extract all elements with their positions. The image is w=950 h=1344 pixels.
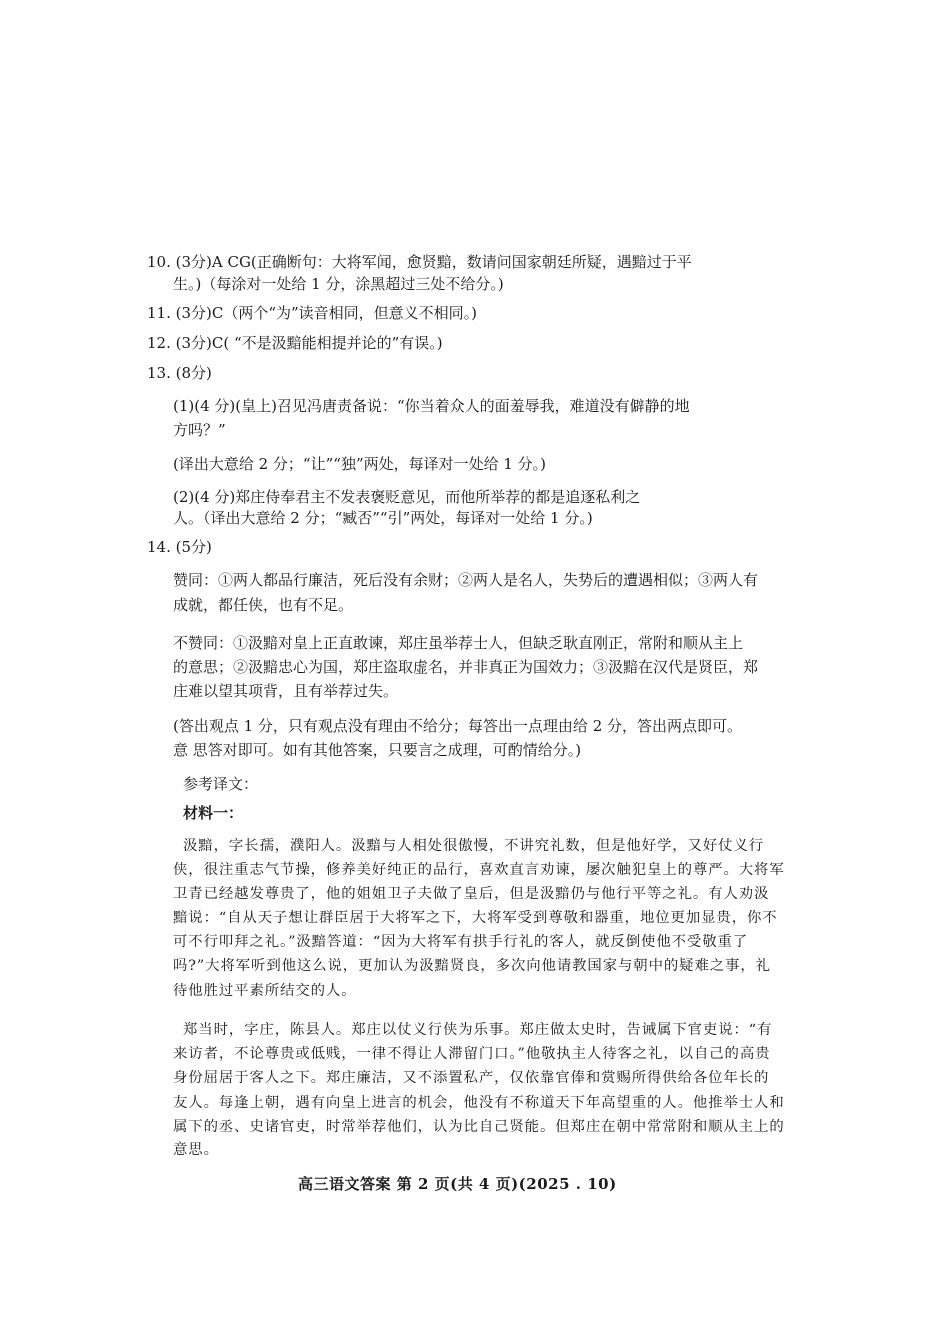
material-one-line: 可不行叩拜之礼。”汲黯答道：“因为大将军有拱手行礼的客人，就反倒使他不受敬重了 xyxy=(173,934,749,950)
material-one-line: 黯说：“自从天子想让群臣居于大将军之下，大将军受到尊敬和器重，地位更加显贵，你不 xyxy=(173,910,778,926)
material-one-title: 材料一： xyxy=(183,804,244,822)
q14-disagree-line-3: 庄难以望其项背，且有举荐过失。 xyxy=(173,682,399,700)
material-two-line: 来访者，不论尊贵或低贱，一律不得让人滞留门口。”他敬执主人待客之礼，以自己的高贵 xyxy=(173,1046,771,1062)
material-one-line: 卫青已经越发尊贵了，他的姐姐卫子夫做了皇后，但是汲黯仍与他行平等之礼。有人劝汲 xyxy=(173,886,770,902)
material-one-line: 汲黯，字长孺，濮阳人。汲黯与人相处很傲慢，不讲究礼数，但是他好学，又好仗义行 xyxy=(183,838,765,854)
material-two-line: 郑当时，字庄，陈县人。郑庄以仗义行侠为乐事。郑庄做太史时，告诫属下官吏说：“有 xyxy=(183,1022,773,1038)
q14-agree-line-1: 赞同：①两人都品行廉洁，死后没有余财；②两人是名人，失势后的遭遇相似；③两人有 xyxy=(173,571,759,589)
material-two-line: 属下的丞、史诸官吏，时常举荐他们，认为比自己贤能。但郑庄在朝中常常附和顺从主上的 xyxy=(173,1119,785,1135)
translation-heading: 参考译文： xyxy=(183,775,259,793)
q13-part1-line-1: (1)(4 分)(皇上)召见冯唐责备说：“你当着众人的面羞辱我，难道没有僻静的地 xyxy=(173,397,690,415)
q10-line-1: 10. (3分)A CG(正确断句：大将军闻，愈贤黯，数请问国家朝廷所疑，遇黯过于平 xyxy=(147,253,692,271)
material-one-line: 侠，很注重志气节操，修养美好纯正的品行，喜欢直言劝谏，屡次触犯皇上的尊严。大将军 xyxy=(173,862,785,878)
q14-disagree-line-1: 不赞同：①汲黯对皇上正直敢谏，郑庄虽举荐士人，但缺乏耿直刚正，常附和顺从主上 xyxy=(173,634,744,652)
q14-note-line-1: (答出观点 1 分，只有观点没有理由不给分；每答出一点理由给 2 分，答出两点即可。 xyxy=(173,717,743,735)
material-two-line: 身份屈居于客人之下。郑庄廉洁，又不添置私产，仅依靠官俸和赏赐所得供给各位年长的 xyxy=(173,1070,770,1086)
material-one-line: 吗?”大将军听到他这么说，更加认为汲黯贤良，多次向他请教国家与朝中的疑难之事，礼 xyxy=(173,958,771,974)
material-two-line: 意思。 xyxy=(173,1142,219,1158)
q13-header: 13. (8分) xyxy=(147,364,212,382)
q13-part1-note: (译出大意给 2 分；“让”“独”两处，每译对一处给 1 分。) xyxy=(173,455,547,473)
q14-disagree-line-2: 的意思；②汲黯忠心为国，郑庄盗取虚名，并非真正为国效力；③汲黯在汉代是贤臣，郑 xyxy=(173,658,759,676)
q13-part2-line-1: (2)(4 分)郑庄侍奉君主不发表褒贬意见，而他所举荐的都是追逐私利之 xyxy=(173,488,641,506)
q10-line-2: 生。)（每涂对一处给 1 分，涂黑超过三处不给分。) xyxy=(173,275,504,293)
page-footer: 高三语文答案 第 2 页(共 4 页)(2025 . 10) xyxy=(298,1175,617,1193)
q12-answer: 12. (3分)C( “不是汲黯能相提并论的”有误。) xyxy=(147,334,443,352)
q14-header: 14. (5分) xyxy=(147,538,212,556)
material-two-line: 友人。每逢上朝，遇有向皇上进言的机会，他没有不称道天下年高望重的人。他推举士人和 xyxy=(173,1095,785,1111)
q11-answer: 11. (3分)C（两个“为”读音相同，但意义不相同。) xyxy=(147,304,478,322)
q13-part1-line-2: 方吗？” xyxy=(173,421,226,439)
q14-agree-line-2: 成就，都任侠，也有不足。 xyxy=(173,596,354,614)
q14-note-line-2: 意 思答对即可。如有其他答案，只要言之成理，可酌情给分。) xyxy=(173,741,582,759)
q13-part2-line-2: 人。（译出大意给 2 分；“臧否”“引”两处，每译对一处给 1 分。) xyxy=(173,509,593,527)
material-one-line: 待他胜过平素所结交的人。 xyxy=(173,983,357,999)
